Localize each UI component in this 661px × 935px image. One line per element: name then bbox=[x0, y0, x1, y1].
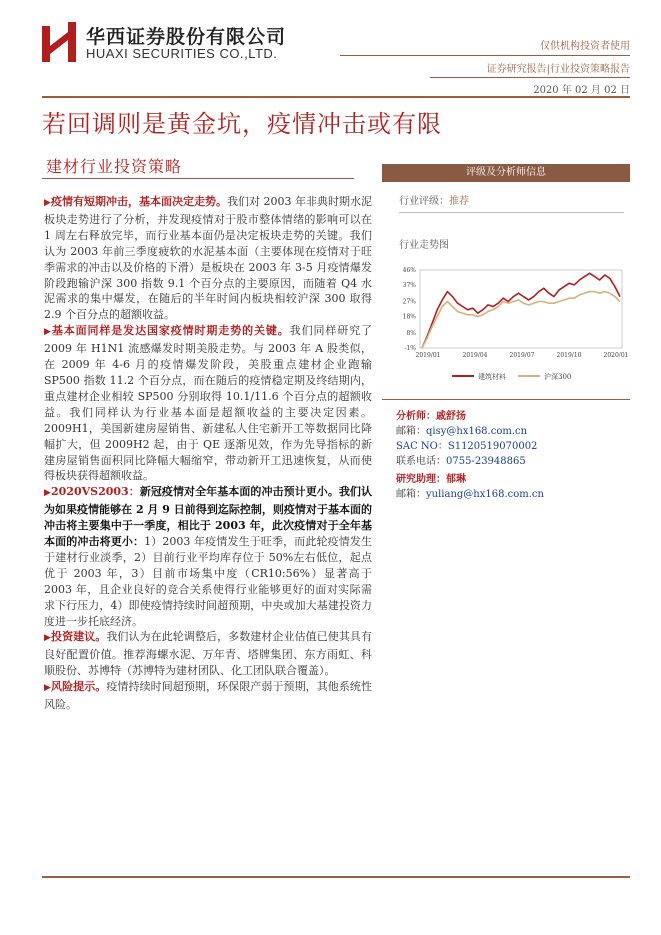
chart-title: 行业走势图 bbox=[399, 240, 449, 251]
analyst-phone: 0755-23948865 bbox=[446, 456, 526, 467]
phone-label: 联系电话： bbox=[396, 456, 446, 467]
report-body bbox=[44, 194, 372, 713]
header-divider bbox=[340, 55, 630, 56]
paragraph-lead: 风险提示。 bbox=[51, 680, 107, 694]
analyst-label: 分析师： bbox=[396, 411, 436, 422]
bullet-arrow-icon: ▶ bbox=[44, 198, 51, 208]
sidebar-divider bbox=[382, 399, 630, 400]
sac-label: SAC NO： bbox=[396, 441, 448, 452]
company-name-en: HUAXI SECURITIES CO.,LTD. bbox=[86, 46, 278, 61]
report-title: 若回调则是黄金坑，疫情冲击或有限 bbox=[42, 110, 442, 138]
y-tick-label: 8% bbox=[406, 330, 416, 338]
analyst-name: 戚舒扬 bbox=[436, 411, 466, 422]
paragraph-lead: 2020VS2003： bbox=[50, 485, 140, 499]
paragraph-bold: 新冠疫情对全年基本面的冲击预计更小。我们认为如果疫情能够在 2 月 9 日前得到迄际控制，则疫情对于基本面的冲击将主要集中于一季度，相比于 2003 年，此次疫情对于全年基本面的冲击将更小： bbox=[44, 485, 372, 549]
email-label: 邮箱： bbox=[396, 426, 426, 437]
analyst-info bbox=[396, 409, 537, 469]
report-type: 证券研究报告|行业投资策略报告 bbox=[486, 64, 630, 75]
industry-trend-chart bbox=[390, 256, 630, 388]
chart-frame bbox=[420, 270, 622, 348]
sidebar-header: 评级及分析师信息 bbox=[382, 164, 630, 182]
report-date: 2020 年 02 月 02 日 bbox=[533, 85, 630, 96]
y-tick-label: 37% bbox=[402, 281, 416, 289]
rating-divider bbox=[399, 212, 624, 213]
assistant-email[interactable]: yuliang@hx168.com.cn bbox=[426, 489, 544, 500]
bullet-arrow-icon: ▶ bbox=[44, 633, 51, 644]
y-tick-label: 18% bbox=[402, 313, 416, 321]
rating-label: 行业评级： bbox=[399, 196, 449, 207]
header-divider bbox=[430, 77, 630, 78]
summary-paragraph bbox=[44, 323, 372, 484]
footer-divider bbox=[42, 876, 630, 878]
summary-paragraph bbox=[44, 679, 372, 713]
paragraph-text: 疫情持续时间超预期，环保限产弱于预期，其他系统性风险。 bbox=[44, 680, 373, 712]
huaxi-logo-icon bbox=[42, 22, 76, 62]
x-tick-label: 2019/04 bbox=[462, 352, 488, 359]
paragraph-text: 我们对 2003 年非典时期水泥板块走势进行了分析，并发现疫情对于股市整体情绪的影响可以在 1 周左右释放完毕，而行业基本面仍是决定板块走势的关键。我们认为 2003 年前三季度疲软的水泥基本面（主要体现在疫情对于旺季需求的冲击以及价格的下滑）是板块在 2003 年 3-5 月疫情爆发阶段跑输沪深 300 指数 9.1 个百分点的主要原因，而随着 Q4 水泥需求的集中爆发，在随后的半年时间内板块相较沪深 300 取得 2.9 个百分点的超额收益。 bbox=[44, 195, 373, 322]
y-tick-label: 27% bbox=[402, 298, 416, 306]
x-tick-label: 2020/01 bbox=[603, 352, 629, 359]
series-line-building-materials bbox=[422, 273, 620, 348]
paragraph-text: 1）2003 年疫情发生于旺季，而此轮疫情发生于建材行业淡季，2）目前行业平均库存位于 50%左右低位，起点优于 2003 年，3）目前市场集中度（CR10:56%）显著高于 2003 年，且企业良好的竞合关系使得行业能够更好的面对实际需求下行压力，4）即使疫情持续时间超预期，中央或加大基建投资力度进一步托底经济。 bbox=[44, 535, 372, 628]
bullet-arrow-icon: ▶ bbox=[44, 327, 52, 338]
industry-rating bbox=[399, 192, 469, 207]
subtitle-divider bbox=[42, 178, 354, 179]
bullet-arrow-icon: ▶ bbox=[44, 683, 51, 694]
x-tick-label: 2019/01 bbox=[415, 352, 441, 359]
paragraph-lead: 疫情有短期冲击，基本面决定走势。 bbox=[50, 195, 227, 208]
x-tick-label: 2019/10 bbox=[556, 352, 582, 359]
legend-label-csi300: 沪深300 bbox=[544, 373, 572, 381]
paragraph-lead: 投资建议。 bbox=[51, 630, 107, 644]
summary-paragraph bbox=[44, 629, 372, 679]
sac-number: S1120519070002 bbox=[447, 441, 538, 452]
company-name-cn: 华西证券股份有限公司 bbox=[86, 26, 287, 48]
analyst-email[interactable]: qisy@hx168.com.cn bbox=[426, 426, 528, 437]
assistant-name: 郁琳 bbox=[446, 474, 466, 485]
y-tick-label: 46% bbox=[402, 267, 416, 274]
summary-paragraph bbox=[44, 484, 372, 629]
paragraph-lead: 基本面同样是发达国家疫情时期走势的关键。 bbox=[51, 324, 290, 338]
assistant-info bbox=[396, 472, 544, 502]
paragraph-text: 我们认为在此轮调整后，多数建材企业估值已使其具有良好配置价值。推荐海螺水泥、万年青、塔牌集团、东方雨虹、科顺股份、苏博特（苏博特为建材团队、化工团队联合覆盖）。 bbox=[44, 630, 373, 678]
email-label: 邮箱： bbox=[396, 489, 426, 500]
rating-value: 推荐 bbox=[449, 196, 469, 207]
x-tick-label: 2019/07 bbox=[509, 352, 535, 359]
assistant-label: 研究助理： bbox=[396, 474, 446, 485]
legend-label-building-materials: 建筑材料 bbox=[478, 373, 506, 381]
paragraph-text: 我们同样研究了 2009 年 H1N1 流感爆发时期美股走势。与 2003 年 A 股类似，在 2009 年 4-6 月的疫情爆发阶段，美股重点建材企业跑输 SP500 指数 11.2 个百分点，而在随后的疫情稳定期及终结期内，重点建材企业相较 SP500 分别取得 10.1/11.6 个百分点的超额收益。我们同样认为行业基本面是超额收益的主要决定因素。2009H1，美国新建房屋销售、新建私人住宅新开工等数据同比降幅扩大，但 2009H2 起，由于 QE 逐渐见效，作为先导指标的新建房屋销售面积同比降幅大幅缩窄，带动新开工迅速恢复，从而使得板块获得超额收益。 bbox=[44, 324, 373, 483]
bullet-arrow-icon: ▶ bbox=[44, 488, 51, 499]
series-line-csi300 bbox=[422, 292, 620, 348]
header-divider bbox=[42, 96, 630, 98]
report-subtitle: 建材行业投资策略 bbox=[46, 157, 183, 176]
y-tick-label: -1% bbox=[404, 345, 416, 352]
summary-paragraph bbox=[44, 194, 372, 323]
institutional-notice: 仅供机构投资者使用 bbox=[540, 41, 630, 52]
